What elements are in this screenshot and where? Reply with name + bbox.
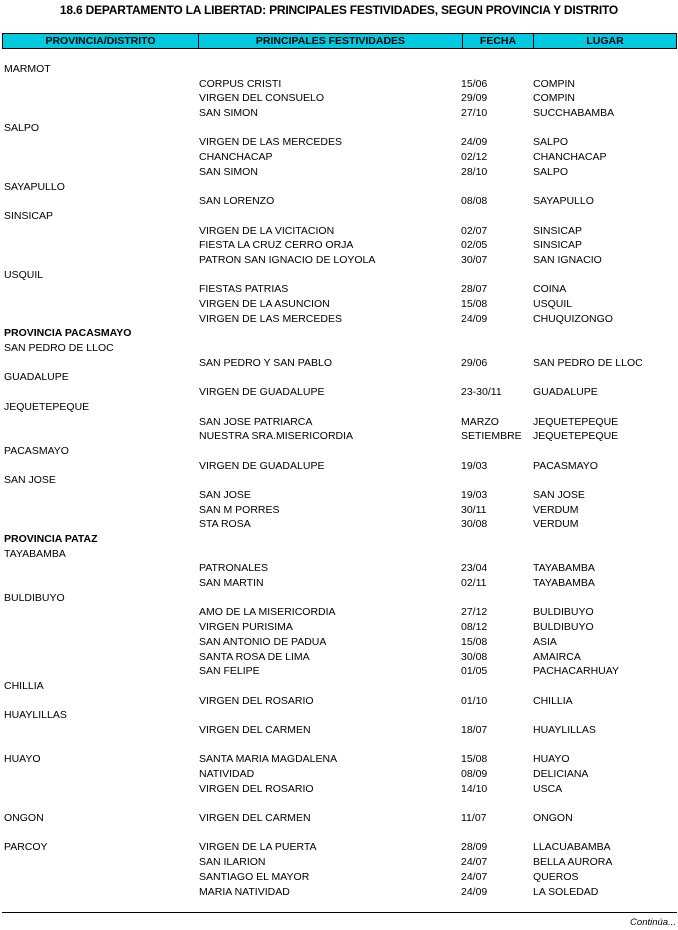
- table-row: [0, 297, 678, 312]
- lugar-cell: DELICIANA: [533, 768, 589, 780]
- festividad-cell: VIRGEN DE LA ASUNCION: [199, 298, 330, 310]
- table-row: [0, 576, 678, 591]
- table-row: [0, 782, 678, 797]
- page-title: 18.6 DEPARTAMENTO LA LIBERTAD: PRINCIPALES FESTIVIDADES, SEGUN PROVINCIA Y DISTRITO: [59, 3, 619, 17]
- festividad-cell: VIRGEN DE LA PUERTA: [199, 841, 317, 854]
- fecha-cell: 02/11: [461, 577, 487, 590]
- table-row: [0, 150, 678, 165]
- provincia-cell: BULDIBUYO: [4, 591, 65, 604]
- table-row: [0, 885, 678, 900]
- table-row: [0, 517, 678, 532]
- fecha-cell: 15/08: [461, 635, 488, 648]
- provincia-cell: PARCOY: [4, 841, 48, 854]
- lugar-cell: JEQUETEPEQUE: [533, 430, 619, 443]
- festividad-cell: FIESTA LA CRUZ CERRO ORJA: [199, 239, 354, 252]
- festividad-cell: SAN ILARION: [199, 856, 266, 869]
- table-body: [0, 62, 678, 899]
- fecha-cell: 15/06: [461, 77, 488, 90]
- fecha-cell: 28/07: [461, 283, 488, 296]
- festividad-cell: SAN SIMON: [199, 107, 258, 120]
- fecha-cell: 24/09: [461, 136, 488, 149]
- table-row: [0, 253, 678, 268]
- table-row: [0, 532, 678, 547]
- lugar-cell: AMAIRCA: [533, 650, 581, 663]
- lugar-cell: QUEROS: [533, 870, 579, 883]
- bottom-divider: [2, 912, 677, 913]
- festividad-cell: PATRONALES: [199, 562, 269, 575]
- fecha-cell: 24/09: [461, 312, 488, 325]
- festividad-cell: FIESTAS PATRIAS: [199, 283, 289, 296]
- fecha-cell: 15/08: [461, 753, 488, 766]
- provincia-cell: TAYABAMBA: [4, 547, 66, 560]
- lugar-cell: CHUQUIZONGO: [533, 312, 613, 325]
- table-row: [0, 180, 678, 195]
- table-row: [0, 326, 678, 341]
- table-row: [0, 370, 678, 385]
- provincia-cell: HUAYLILLAS: [4, 709, 67, 722]
- table-row: [0, 738, 678, 753]
- fecha-cell: 29/09: [461, 92, 488, 105]
- table-row: [0, 488, 678, 503]
- provincia-cell: USQUIL: [4, 268, 44, 281]
- table-row: [0, 459, 678, 474]
- fecha-cell: 27/10: [461, 107, 488, 120]
- fecha-cell: 24/09: [461, 885, 488, 898]
- festividad-cell: NATIVIDAD: [199, 768, 255, 780]
- table-row: [0, 121, 678, 136]
- table-row: [0, 840, 678, 855]
- lugar-cell: SUCCHABAMBA: [533, 107, 615, 120]
- lugar-cell: SAN JOSE: [533, 488, 585, 501]
- lugar-cell: JEQUETEPEQUE: [533, 415, 619, 428]
- header-lugar: LUGAR: [586, 35, 624, 47]
- fecha-cell: 27/12: [461, 606, 488, 619]
- provincia-cell: SAYAPULLO: [4, 180, 65, 193]
- lugar-cell: BULDIBUYO: [533, 621, 594, 634]
- fecha-cell: 28/09: [461, 841, 488, 854]
- table-row: [0, 135, 678, 150]
- table-row: [0, 77, 678, 92]
- provincia-cell: JEQUETEPEQUE: [4, 400, 90, 413]
- table-row: [0, 224, 678, 239]
- lugar-cell: USCA: [533, 782, 563, 795]
- provincia-cell: PROVINCIA PACASMAYO: [4, 327, 132, 340]
- lugar-cell: CHILLIA: [533, 694, 573, 707]
- festividad-cell: VIRGEN DE GUADALUPE: [199, 459, 325, 472]
- festividad-cell: SAN SIMON: [199, 165, 258, 178]
- fecha-cell: 24/07: [461, 870, 488, 883]
- fecha-cell: 29/06: [461, 356, 488, 369]
- table-row: [0, 679, 678, 694]
- provincia-cell: MARMOT: [4, 63, 51, 75]
- fecha-cell: 08/09: [461, 768, 488, 780]
- fecha-cell: 02/05: [461, 239, 488, 252]
- table-row: [0, 62, 678, 77]
- festividad-cell: VIRGEN DEL ROSARIO: [199, 782, 314, 795]
- fecha-cell: 02/12: [461, 151, 488, 164]
- fecha-cell: 23/04: [461, 562, 488, 575]
- fecha-cell: 28/10: [461, 165, 488, 178]
- festividad-cell: NUESTRA SRA.MISERICORDIA: [199, 430, 354, 443]
- lugar-cell: USQUIL: [533, 298, 573, 310]
- table-row: [0, 238, 678, 253]
- lugar-cell: COMPIN: [533, 77, 575, 90]
- lugar-cell: SINSICAP: [533, 239, 583, 252]
- fecha-cell: 24/07: [461, 856, 488, 869]
- table-row: [0, 400, 678, 415]
- header-fecha: FECHA: [463, 34, 534, 48]
- festividad-cell: SAN LORENZO: [199, 195, 275, 208]
- lugar-cell: SAN PEDRO DE LLOC: [533, 356, 643, 369]
- table-row: [0, 268, 678, 283]
- provincia-cell: SAN JOSE: [4, 474, 56, 487]
- lugar-cell: GUADALUPE: [533, 386, 598, 399]
- fecha-cell: 01/05: [461, 665, 488, 678]
- fecha-cell: 14/10: [461, 782, 488, 795]
- fecha-cell: 30/08: [461, 518, 488, 531]
- table-row: [0, 855, 678, 870]
- table-row: [0, 503, 678, 518]
- table-row: [0, 620, 678, 635]
- festividad-cell: SAN JOSE PATRIARCA: [199, 415, 313, 428]
- table-row: [0, 91, 678, 106]
- table-row: [0, 708, 678, 723]
- festividad-cell: PATRON SAN IGNACIO DE LOYOLA: [199, 253, 376, 266]
- festividad-cell: SANTIAGO EL MAYOR: [199, 870, 310, 883]
- table-row: [0, 106, 678, 121]
- fecha-cell: 08/08: [461, 195, 488, 208]
- lugar-cell: ONGON: [533, 812, 573, 825]
- table-row: [0, 444, 678, 459]
- fecha-cell: MARZO: [461, 415, 499, 428]
- lugar-cell: HUAYO: [533, 753, 570, 766]
- table-row: [0, 194, 678, 209]
- lugar-cell: VERDUM: [533, 518, 579, 531]
- festividad-cell: SAN MARTIN: [199, 577, 264, 590]
- table-row: [0, 165, 678, 180]
- table-row: [0, 723, 678, 738]
- festividad-cell: STA ROSA: [199, 518, 251, 531]
- fecha-cell: 02/07: [461, 224, 488, 237]
- table-row: [0, 282, 678, 297]
- lugar-cell: PACHACARHUAY: [533, 665, 619, 678]
- table-row: [0, 561, 678, 576]
- fecha-cell: 30/07: [461, 253, 488, 266]
- festividad-cell: SAN ANTONIO DE PADUA: [199, 635, 327, 648]
- provincia-cell: SALPO: [4, 121, 40, 134]
- table-row: [0, 547, 678, 562]
- table-row: [0, 767, 678, 782]
- lugar-cell: SALPO: [533, 165, 569, 178]
- lugar-cell: SALPO: [533, 136, 569, 149]
- festividad-cell: VIRGEN DEL ROSARIO: [199, 694, 314, 707]
- lugar-cell: ASIA: [533, 635, 557, 648]
- table-row: [0, 591, 678, 606]
- table-row: [0, 605, 678, 620]
- provincia-cell: PROVINCIA PATAZ: [4, 533, 98, 545]
- festividad-cell: VIRGEN DE LAS MERCEDES: [199, 312, 342, 325]
- festividad-cell: CORPUS CRISTI: [199, 77, 282, 90]
- table-row: [0, 429, 678, 444]
- fecha-cell: 19/03: [461, 488, 488, 501]
- table-row: [0, 694, 678, 709]
- fecha-cell: 11/07: [461, 812, 487, 825]
- table-row: [0, 635, 678, 650]
- provincia-cell: ONGON: [4, 812, 44, 825]
- festividad-cell: VIRGEN DEL CARMEN: [199, 812, 311, 825]
- continua-note: Continúa...: [630, 917, 676, 928]
- fecha-cell: 23-30/11: [461, 386, 502, 399]
- fecha-cell: 19/03: [461, 459, 488, 472]
- festividad-cell: SANTA MARIA MAGDALENA: [199, 753, 338, 766]
- table-row: [0, 664, 678, 679]
- table-row: [0, 870, 678, 885]
- lugar-cell: PACASMAYO: [533, 459, 598, 472]
- fecha-cell: 01/10: [461, 694, 488, 707]
- lugar-cell: SINSICAP: [533, 224, 583, 237]
- festividad-cell: MARIA NATIVIDAD: [199, 885, 290, 898]
- lugar-cell: COINA: [533, 283, 567, 296]
- festividad-cell: SAN FELIPE: [199, 665, 260, 678]
- festividad-cell: VIRGEN DE LAS MERCEDES: [199, 136, 342, 149]
- provincia-cell: SINSICAP: [4, 209, 54, 222]
- festividad-cell: VIRGEN PURISIMA: [199, 621, 293, 634]
- table-row: [0, 473, 678, 488]
- fecha-cell: 30/11: [461, 503, 487, 516]
- table-row: [0, 826, 678, 841]
- table-row: [0, 209, 678, 224]
- fecha-cell: 15/08: [461, 298, 488, 310]
- lugar-cell: TAYABAMBA: [533, 562, 595, 575]
- table-row: [0, 385, 678, 400]
- lugar-cell: LLACUABAMBA: [533, 841, 611, 854]
- lugar-cell: SAN IGNACIO: [533, 253, 602, 266]
- lugar-cell: BELLA AURORA: [533, 856, 613, 869]
- lugar-cell: TAYABAMBA: [533, 577, 595, 590]
- lugar-cell: CHANCHACAP: [533, 151, 607, 164]
- provincia-cell: SAN PEDRO DE LLOC: [4, 342, 114, 355]
- table-row: [0, 796, 678, 811]
- festividad-cell: SAN M PORRES: [199, 503, 280, 516]
- table-row: [0, 811, 678, 826]
- provincia-cell: HUAYO: [4, 753, 41, 766]
- lugar-cell: LA SOLEDAD: [533, 885, 599, 898]
- table-row: [0, 415, 678, 430]
- table-row: [0, 312, 678, 327]
- header-festividades: PRINCIPALES FESTIVIDADES: [199, 34, 463, 48]
- festividad-cell: VIRGEN DE GUADALUPE: [199, 386, 325, 399]
- festividad-cell: AMO DE LA MISERICORDIA: [199, 606, 336, 619]
- festividad-cell: SAN JOSE: [199, 488, 251, 501]
- header-provincia: PROVINCIA/DISTRITO: [3, 34, 199, 48]
- lugar-cell: COMPIN: [533, 92, 575, 105]
- festividad-cell: SAN PEDRO Y SAN PABLO: [199, 356, 333, 369]
- table-row: [0, 650, 678, 665]
- fecha-cell: 30/08: [461, 650, 488, 663]
- provincia-cell: GUADALUPE: [4, 371, 69, 384]
- festividad-cell: SANTA ROSA DE LIMA: [199, 650, 310, 663]
- fecha-cell: SETIEMBRE: [461, 430, 522, 443]
- provincia-cell: PACASMAYO: [4, 444, 69, 457]
- table-row: [0, 356, 678, 371]
- lugar-cell: HUAYLILLAS: [533, 723, 596, 736]
- fecha-cell: 08/12: [461, 621, 488, 634]
- festividad-cell: VIRGEN DEL CARMEN: [199, 723, 311, 736]
- fecha-cell: 18/07: [461, 723, 488, 736]
- lugar-cell: BULDIBUYO: [533, 606, 594, 619]
- lugar-cell: VERDUM: [533, 503, 579, 516]
- table-row: [0, 752, 678, 767]
- lugar-cell: SAYAPULLO: [533, 195, 594, 208]
- table-header: [2, 33, 677, 49]
- festividad-cell: CHANCHACAP: [199, 151, 273, 164]
- provincia-cell: CHILLIA: [4, 679, 44, 692]
- festividad-cell: VIRGEN DE LA VICITACION: [199, 224, 335, 237]
- table-row: [0, 341, 678, 356]
- festividad-cell: VIRGEN DEL CONSUELO: [199, 92, 325, 105]
